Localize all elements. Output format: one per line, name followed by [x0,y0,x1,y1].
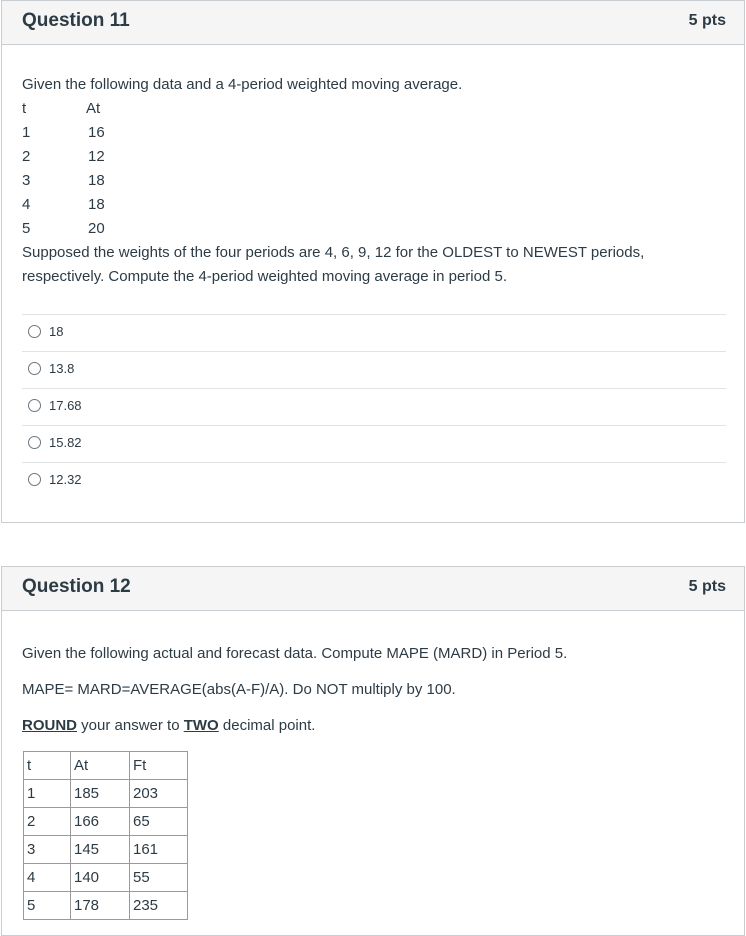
answer-list [22,314,726,499]
answer-label[interactable]: 17.68 [49,398,82,413]
radio-button[interactable] [28,473,41,486]
radio-button[interactable] [28,436,41,449]
row-at-value: 20 [88,220,105,237]
table-cell: 65 [130,808,188,836]
question-11-header [2,1,744,45]
row-at-value: 12 [88,148,105,165]
row-at-value: 18 [88,172,105,189]
answer-option[interactable] [22,314,726,351]
table-header-cell: Ft [130,752,188,780]
answer-option[interactable] [22,462,726,499]
table-cell: 203 [130,780,188,808]
round-emphasis: ROUND [22,717,77,734]
answer-label[interactable]: 18 [49,324,64,339]
table-row [24,808,188,836]
table-cell: 3 [24,836,71,864]
table-cell: 178 [71,892,130,920]
question-11-title: Question 11 [22,10,130,31]
table-cell: 140 [71,864,130,892]
table-cell: 166 [71,808,130,836]
two-emphasis: TWO [183,717,219,734]
question-11-prompt-line-1: Supposed the weights of the four periods are 4, 6, 9, 12 for the OLDEST to NEWEST periods, [22,244,645,261]
round-instruction-middle: your answer to [77,717,184,734]
question-12-round-instruction [22,717,315,734]
radio-button[interactable] [28,325,41,338]
table-header-cell: t [24,752,71,780]
column-header-t: t [22,100,27,117]
question-11-points: 5 pts [688,12,726,29]
row-t-value: 5 [22,220,31,237]
question-12-header [2,567,744,611]
question-12-intro: Given the following actual and forecast data. Compute MAPE (MARD) in Period 5. [22,645,568,662]
radio-button[interactable] [28,362,41,375]
table-row [24,836,188,864]
row-t-value: 3 [22,172,31,189]
table-cell: 185 [71,780,130,808]
table-cell: 2 [24,808,71,836]
table-cell: 161 [130,836,188,864]
table-cell: 145 [71,836,130,864]
question-12-points: 5 pts [688,578,726,595]
row-t-value: 1 [22,124,31,141]
row-t-value: 2 [22,148,31,165]
table-row [24,864,188,892]
question-11-prompt-line-2: respectively. Compute the 4-period weighted moving average in period 5. [22,268,507,285]
question-11-card [1,0,745,523]
row-at-value: 18 [88,196,105,213]
answer-label[interactable]: 13.8 [49,361,75,376]
table-cell: 5 [24,892,71,920]
table-cell: 1 [24,780,71,808]
table-cell: 55 [130,864,188,892]
answer-label[interactable]: 15.82 [49,435,82,450]
table-row [24,892,188,920]
data-table [23,751,188,920]
round-instruction-end: decimal point. [218,717,316,734]
answer-option[interactable] [22,388,726,425]
question-12-formula: MAPE= MARD=AVERAGE(abs(A-F)/A). Do NOT multiply by 100. [22,681,456,698]
table-header-row [24,752,188,780]
answer-label[interactable]: 12.32 [49,472,82,487]
radio-button[interactable] [28,399,41,412]
answer-option[interactable] [22,351,726,388]
table-cell: 235 [130,892,188,920]
row-at-value: 16 [88,124,105,141]
question-12-card [1,566,745,936]
table-row [24,780,188,808]
question-12-title: Question 12 [22,576,131,597]
table-cell: 4 [24,864,71,892]
question-11-intro: Given the following data and a 4-period weighted moving average. [22,76,463,93]
column-header-at: At [86,100,101,117]
row-t-value: 4 [22,196,31,213]
answer-option[interactable] [22,425,726,462]
table-header-cell: At [71,752,130,780]
